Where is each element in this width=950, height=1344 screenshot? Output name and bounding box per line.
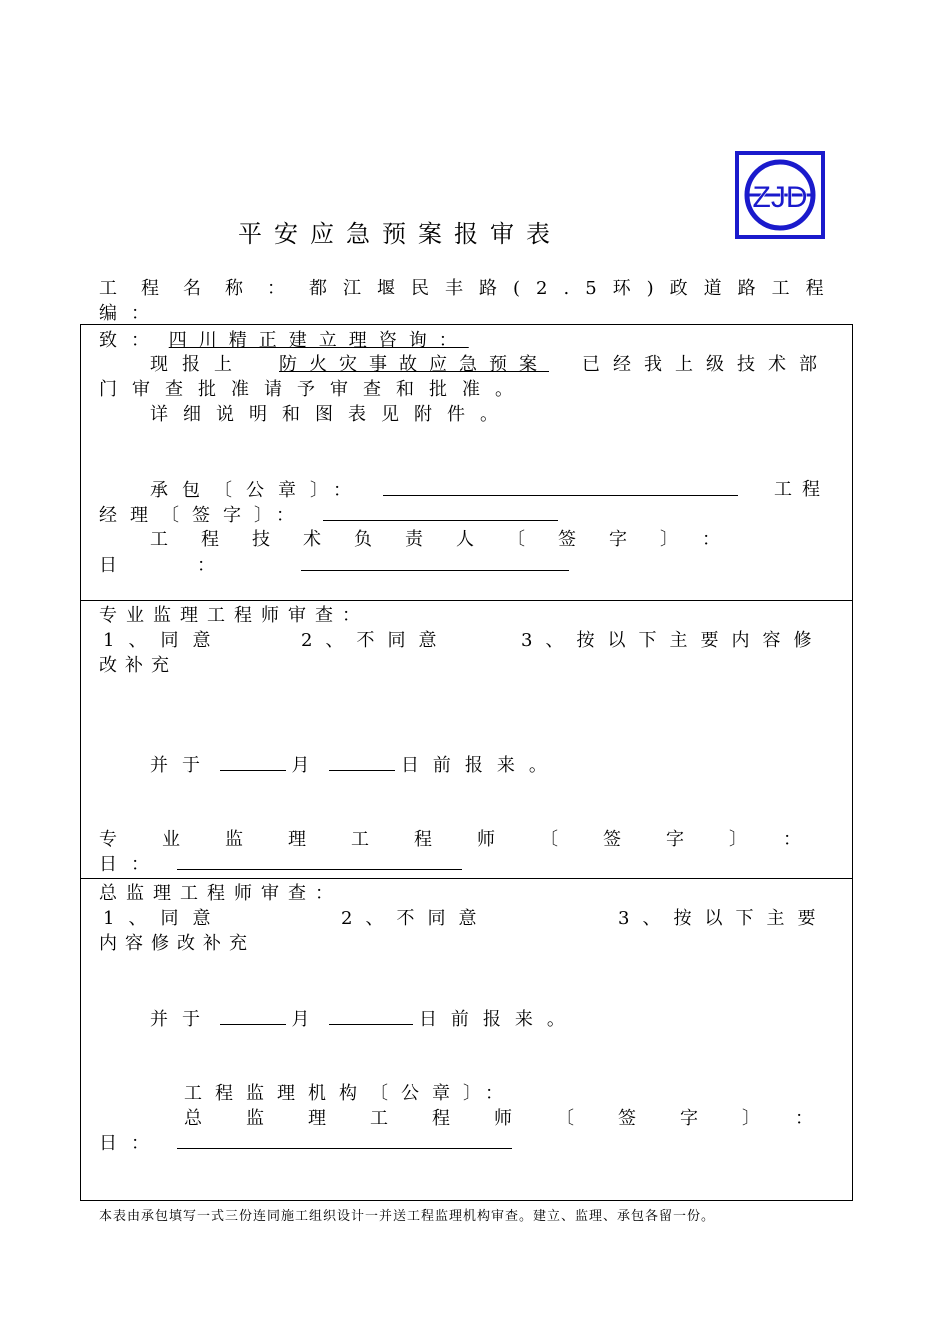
- org-seal-row: [184, 1081, 924, 1106]
- date-line-1[interactable]: [301, 552, 569, 571]
- chief-deadline-suffix: 日前报来。: [418, 1009, 579, 1030]
- contractor-seal-row: [150, 477, 830, 503]
- chief-sign-row: [184, 1106, 857, 1131]
- deadline-month-label: 月: [291, 755, 324, 776]
- chief-heading-row: [99, 881, 839, 906]
- contractor-seal-line[interactable]: [383, 477, 738, 496]
- date-row-1: [99, 552, 839, 578]
- addressee-label: 致：: [99, 330, 163, 351]
- report-row-2: [99, 377, 839, 402]
- manager-sign-label: 经理〔签字〕：: [99, 505, 307, 526]
- tech-lead-sign-label: 工程技术负责人〔签字〕：: [150, 529, 753, 550]
- chief-deadline-month-label: 月: [291, 1009, 324, 1030]
- option-disagree[interactable]: 2、不同意: [301, 630, 450, 651]
- page-title: 平安应急预案报审表: [238, 220, 562, 248]
- addressee-row: [99, 328, 839, 353]
- chief-deadline-day-field[interactable]: [329, 1006, 413, 1025]
- footer-note: 本表由承包填写一式三份连同施工组织设计一并送工程监理机构审查。建立、监理、承包各留一份。: [99, 1209, 716, 1224]
- chief-heading: 总监理工程师审查：: [99, 883, 342, 904]
- option-agree[interactable]: 1、同意: [103, 630, 225, 651]
- specialist-deadline-row: [150, 752, 890, 778]
- report-approval-text: 门审查批准请予审查和批准。: [99, 379, 528, 400]
- date-label-3: 日：: [99, 1133, 163, 1154]
- chief-deadline-month-field[interactable]: [220, 1006, 286, 1025]
- manager-sign-line[interactable]: [323, 502, 558, 521]
- deadline-prefix: 并于: [150, 755, 214, 776]
- chief-deadline-prefix: 并于: [150, 1009, 214, 1030]
- report-prefix: 现报上: [150, 354, 246, 375]
- specialist-heading: 专业监理工程师审查：: [99, 605, 369, 626]
- svg-text:ZJD: ZJD: [752, 181, 808, 214]
- project-code-label: 编：: [99, 303, 163, 324]
- chief-deadline-row: [150, 1006, 890, 1032]
- chief-option-disagree[interactable]: 2、不同意: [341, 908, 490, 929]
- project-name-label: 工程名称：: [99, 278, 309, 299]
- date-label-2: 日：: [99, 854, 163, 875]
- tech-lead-sign-row: [150, 527, 830, 552]
- specialist-options-row-2: [99, 653, 839, 678]
- deadline-suffix: 日前报来。: [400, 755, 561, 776]
- report-row: [150, 352, 830, 377]
- date-row-3: [99, 1130, 839, 1156]
- chief-options-row-2: [99, 931, 839, 956]
- chief-option-agree[interactable]: 1、同意: [103, 908, 225, 929]
- project-word: 工程: [774, 479, 830, 500]
- org-seal-label: 工程监理机构〔公章〕：: [184, 1083, 516, 1104]
- option-revise[interactable]: 3、按以下主要内容修: [521, 630, 825, 651]
- attachment-note: 详细说明和图表见附件。: [150, 404, 513, 425]
- date-label-1: 日：: [99, 555, 295, 576]
- date-line-2[interactable]: [177, 851, 462, 870]
- report-document-name: 防火灾事故应急预案: [279, 354, 549, 375]
- date-row-2: [99, 851, 839, 877]
- deadline-month-field[interactable]: [220, 752, 286, 771]
- option-revise-cont: 改补充: [99, 655, 177, 676]
- deadline-day-field[interactable]: [329, 752, 395, 771]
- chief-options-row: [103, 906, 833, 931]
- report-suffix: 已经我上级技术部: [582, 354, 830, 375]
- specialist-heading-row: [99, 603, 839, 628]
- attachment-note-row: [150, 402, 890, 427]
- chief-option-revise-cont: 内容修改补充: [99, 933, 255, 954]
- project-name-row: [99, 276, 839, 301]
- contractor-seal-label: 承包〔公章〕：: [150, 480, 365, 501]
- project-code-row: [99, 301, 839, 326]
- manager-sign-row: [99, 502, 839, 528]
- date-line-3[interactable]: [177, 1130, 512, 1149]
- specialist-options-row: [103, 628, 833, 653]
- specialist-sign-row: [99, 827, 846, 852]
- addressee-name: 四川精正建立理咨询：: [168, 330, 469, 351]
- specialist-sign-label: 专业监理工程师〔签字〕：: [99, 829, 846, 850]
- chief-option-revise[interactable]: 3、按以下主要: [618, 908, 829, 929]
- chief-sign-label: 总监理工程师〔签字〕：: [184, 1108, 857, 1129]
- project-name-value: 都江堰民丰路(2.5环)政道路工程: [309, 278, 840, 299]
